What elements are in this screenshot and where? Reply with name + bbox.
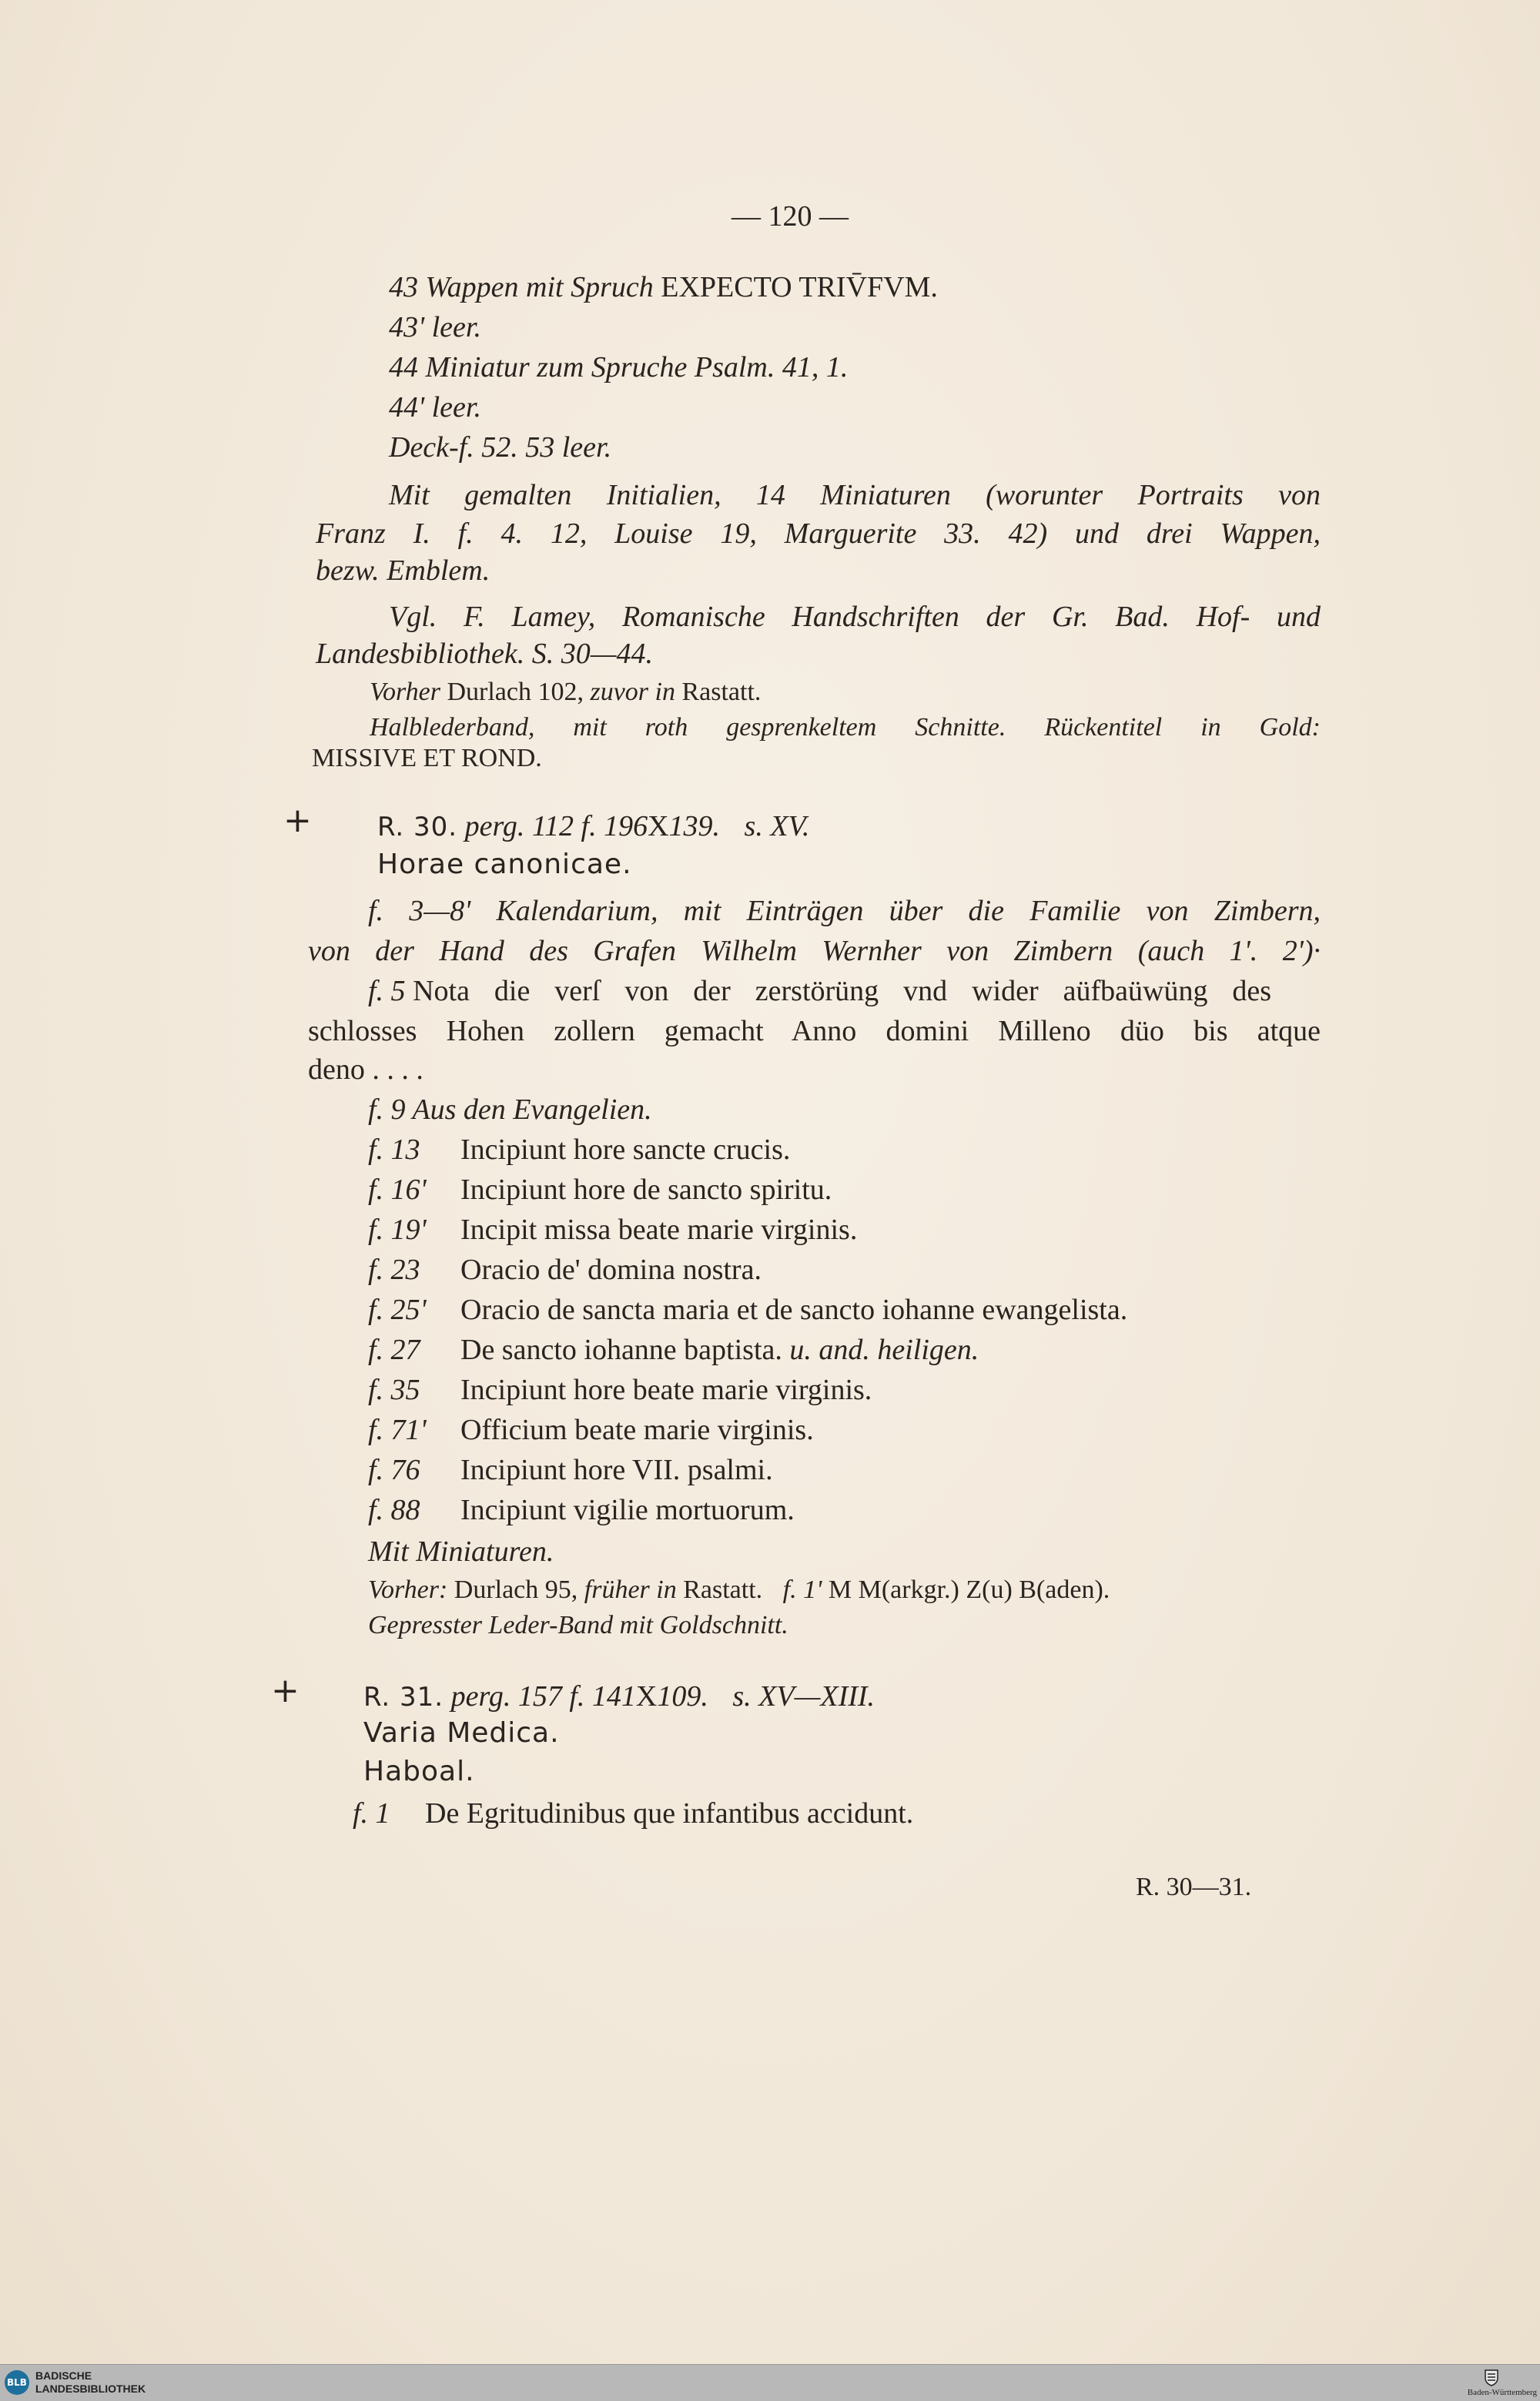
contents-row [368, 1172, 832, 1207]
page-range-footer: R. 30—31. [1136, 1873, 1252, 1901]
entry-marker: + [271, 1671, 300, 1710]
entry-marker: + [283, 801, 312, 840]
folio-ref: f. 23 [368, 1254, 420, 1286]
section-note: u. and. heiligen. [789, 1334, 979, 1366]
miniatures-note-line-1: Mit gemalten Initialien, 14 Miniaturen (worunter Portraits von [389, 479, 1321, 511]
provenance-label: Vorher [370, 678, 440, 706]
provenance-earlier-label: zuvor in [590, 678, 675, 706]
deck-line: Deck-f. 52. 53 leer. [389, 431, 612, 464]
contents-row [368, 1452, 773, 1488]
contents-row [353, 1796, 913, 1831]
entry-title: Horae canonicae. [377, 849, 632, 880]
entry-title: Varia Medica. [363, 1717, 560, 1749]
section-title: Oracio de sancta maria et de sancto iohanne ewangelista. [460, 1294, 1128, 1326]
dimension-separator: X [635, 1680, 658, 1713]
provenance-place: Durlach 95, [454, 1576, 578, 1604]
shelfmark: R. 31. [363, 1682, 444, 1713]
folio-ref: f. 16' [368, 1174, 427, 1206]
motto: EXPECTO TRIV̄FVM. [661, 271, 938, 303]
contents-f9: f. 9 Aus den Evangelien. [368, 1093, 652, 1126]
folio-ref: f. 13 [368, 1134, 420, 1166]
folio-43-line [389, 270, 938, 305]
section-title: Incipit missa beate marie virginis. [460, 1214, 858, 1246]
provenance-earlier-place: Rastatt. [681, 678, 762, 706]
entry-header-r30 [377, 809, 809, 845]
contents-row [368, 1332, 979, 1368]
library-name [35, 2369, 146, 2396]
section-title: Incipiunt vigilie mortuorum. [460, 1494, 795, 1526]
calendar-line-2: von der Hand des Grafen Wilhelm Wernher von Zimbern (auch 1'. 2')· [308, 935, 1321, 967]
contents-row [368, 1132, 790, 1167]
provenance-line [370, 675, 761, 710]
reference-line-1: Vgl. F. Lamey, Romanische Handschriften der Gr. Bad. Hof- und [389, 601, 1321, 633]
folio-ref: f. 19' [368, 1214, 427, 1246]
folio-ref: f. 76 [368, 1454, 420, 1486]
binding-line-1: Halblederband, mit roth gesprenkeltem Schnitte. Rückentitel in Gold: [370, 713, 1321, 742]
page-number: — 120 — [732, 200, 849, 233]
library-footer-bar [0, 2364, 1540, 2401]
codex-meta-height: 109. [657, 1680, 708, 1713]
folio-ref: f. 25' [368, 1294, 427, 1326]
contents-row [368, 1412, 814, 1448]
contents-row [368, 1372, 872, 1408]
miniatures-note: Mit Miniaturen. [368, 1535, 554, 1568]
folio-44v-line: 44' leer. [389, 391, 481, 424]
codex-century: s. XV—XIII. [732, 1680, 875, 1713]
folio-number: 43 [389, 271, 418, 303]
nota-line-2: schlosses Hohen zollern gemacht Anno domini Milleno düo bis atque [308, 1015, 1321, 1047]
folio-ref: f. 27 [368, 1334, 420, 1366]
blb-logo-icon: BLB [5, 2370, 29, 2395]
provenance-place: Durlach 102, [447, 678, 584, 706]
folio-43v-line: 43' leer. [389, 311, 481, 343]
section-title: Incipiunt hore beate marie virginis. [460, 1374, 872, 1406]
folio-44-line: 44 Miniatur zum Spruche Psalm. 41, 1. [389, 351, 849, 383]
miniatures-note-line-2: Franz I. f. 4. 12, Louise 19, Marguerite 33. 42) und drei Wappen, [316, 517, 1321, 550]
provenance-line [368, 1572, 1110, 1608]
nota-line-1 [368, 973, 1271, 1009]
state-coat-of-arms-icon [1483, 2368, 1500, 2386]
calendar-line-1: f. 3—8' Kalendarium, mit Einträgen über die Familie von Zimbern, [368, 895, 1321, 927]
section-title: Officium beate marie virginis. [460, 1414, 814, 1446]
entry-header-r31 [363, 1679, 875, 1715]
section-title: Incipiunt hore VII. psalmi. [460, 1454, 773, 1486]
section-title: Oracio de' domina nostra. [460, 1254, 762, 1286]
section-title: Incipiunt hore sancte crucis. [460, 1134, 791, 1166]
provenance-earlier-label: früher in [584, 1576, 677, 1604]
ownership-mark-folio: f. 1' [782, 1576, 822, 1604]
entry-subtitle: Haboal. [363, 1756, 475, 1787]
folio-ref: f. 71' [368, 1414, 427, 1446]
shelfmark: R. 30. [377, 812, 458, 842]
contents-row [368, 1252, 762, 1288]
library-name-line-2: LANDESBIBLIOTHEK [35, 2383, 146, 2395]
library-name-line-1: BADISCHE [35, 2369, 92, 2382]
section-title: De sancto iohanne baptista. [460, 1334, 782, 1366]
binding-line: Gepresster Leder-Band mit Goldschnitt. [368, 1611, 788, 1639]
codex-meta: perg. 112 f. 196 [464, 810, 648, 842]
contents-row [368, 1492, 795, 1528]
dimension-separator: X [648, 810, 669, 842]
folio-ref: f. 5 [368, 975, 406, 1007]
folio-description: Wappen mit Spruch [425, 271, 654, 303]
section-title: Incipiunt hore de sancto spiritu. [460, 1174, 832, 1206]
codex-meta-height: 139. [668, 810, 721, 842]
nota-text: Nota die verſ von der zerstörüng vnd wider aüfbaüwüng des [413, 975, 1272, 1007]
nota-line-3: deno . . . . [308, 1053, 424, 1086]
miniatures-note-line-3: bezw. Emblem. [316, 554, 490, 587]
contents-row [368, 1292, 1127, 1328]
folio-ref: f. 1 [353, 1797, 390, 1830]
section-title: De Egritudinibus que infantibus accidunt. [425, 1797, 914, 1830]
binding-line-2: MISSIVE ET ROND. [312, 744, 542, 772]
contents-row [368, 1212, 857, 1247]
provenance-label: Vorher: [368, 1576, 448, 1604]
codex-meta: perg. 157 f. 141 [450, 1680, 636, 1713]
ownership-mark: M M(arkgr.) Z(u) B(aden). [828, 1576, 1110, 1604]
folio-ref: f. 88 [368, 1494, 420, 1526]
provenance-earlier-place: Rastatt. [683, 1576, 763, 1604]
reference-line-2: Landesbibliothek. S. 30—44. [316, 638, 654, 670]
codex-century: s. XV. [744, 810, 810, 842]
folio-ref: f. 35 [368, 1374, 420, 1406]
state-label: Baden-Württemberg [1467, 2388, 1537, 2397]
